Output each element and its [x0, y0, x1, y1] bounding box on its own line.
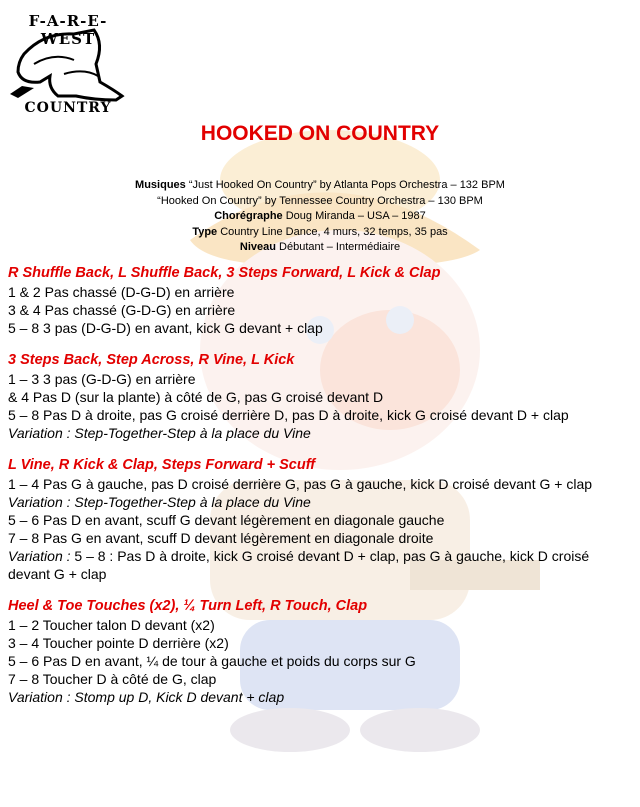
type-label: Type [192, 225, 218, 238]
variation-line: Variation : Stomp up D, Kick D devant + clap [8, 689, 285, 705]
type-line [0, 225, 640, 241]
step-line: 1 – 4 Pas G à gauche, pas D croisé derrière G, pas G à gauche, kick D croisé devant G + clap [8, 476, 593, 492]
step-line: 3 & 4 Pas chassé (G-D-G) en arrière [8, 302, 236, 318]
step-line: 7 – 8 Toucher D à côté de G, clap [8, 671, 217, 687]
type-value: Country Line Dance, 4 murs, 32 temps, 35 pas [220, 225, 448, 238]
logo-bottom-text: COUNTRY [24, 100, 112, 116]
dance-info [0, 178, 640, 256]
niveau-line [0, 240, 640, 256]
logo-top-text: F-A-R-E-WEST [28, 12, 108, 48]
step-line: 5 – 6 Pas D en avant, scuff G devant légèrement en diagonale gauche [8, 512, 445, 528]
fare-west-logo [4, 4, 132, 116]
section-4 [8, 597, 620, 706]
step-line: 7 – 8 Pas G en avant, scuff D devant légèrement en diagonale droite [8, 530, 434, 546]
niveau-label: Niveau [239, 241, 276, 253]
section-title: 3 Steps Back, Step Across, R Vine, L Kick [8, 352, 295, 368]
niveau-value: Débutant – Intermédiaire [279, 241, 401, 253]
musiques-value-1: “Just Hooked On Country” by Atlanta Pops Orchestra – 132 BPM [188, 179, 505, 191]
choreographe-line [0, 209, 640, 225]
step-sheet [8, 264, 620, 720]
section-title: Heel & Toe Touches (x2), ¼ Turn Left, R Touch, Clap [8, 598, 368, 614]
choreographe-label: Chorégraphe [214, 210, 283, 222]
variation-label: Variation : [8, 548, 71, 564]
step-line: 1 – 2 Toucher talon D devant (x2) [8, 617, 215, 633]
musiques-value-2: “Hooked On Country” by Tennessee Country Orchestra – 130 BPM [157, 194, 483, 207]
step-line: 5 – 6 Pas D en avant, ¼ de tour à gauche et poids du corps sur G [8, 653, 416, 669]
choreographe-value: Doug Miranda – USA – 1987 [285, 210, 426, 222]
step-line: 3 – 4 Toucher pointe D derrière (x2) [8, 635, 229, 651]
step-line: 1 & 2 Pas chassé (D-G-D) en arrière [8, 284, 235, 300]
step-line: 5 – 8 Pas D à droite, pas G croisé derrière D, pas D à droite, kick G croisé devant D + clap [8, 407, 569, 423]
variation-line: Variation : Step-Together-Step à la place du Vine [8, 425, 311, 441]
step-line: & 4 Pas D (sur la plante) à côté de G, pas G croisé devant D [8, 389, 384, 405]
variation-line [8, 547, 620, 583]
section-3 [8, 456, 620, 583]
step-line: 1 – 3 3 pas (G-D-G) en arrière [8, 371, 196, 387]
variation-line: Variation : Step-Together-Step à la place du Vine [8, 494, 311, 510]
section-title: L Vine, R Kick & Clap, Steps Forward + Scuff [8, 457, 316, 473]
step-line: 5 – 8 3 pas (D-G-D) en avant, kick G devant + clap [8, 320, 323, 336]
section-2 [8, 351, 620, 442]
section-title: R Shuffle Back, L Shuffle Back, 3 Steps Forward, L Kick & Clap [8, 265, 441, 281]
musiques-line-1 [0, 178, 640, 194]
section-1 [8, 264, 620, 337]
variation-text: 5 – 8 : Pas D à droite, kick G croisé devant D + clap, pas G à gauche, kick D croisé devant G + clap [8, 548, 590, 582]
musiques-label: Musiques [135, 179, 186, 191]
page-title: HOOKED ON COUNTRY [200, 122, 440, 145]
